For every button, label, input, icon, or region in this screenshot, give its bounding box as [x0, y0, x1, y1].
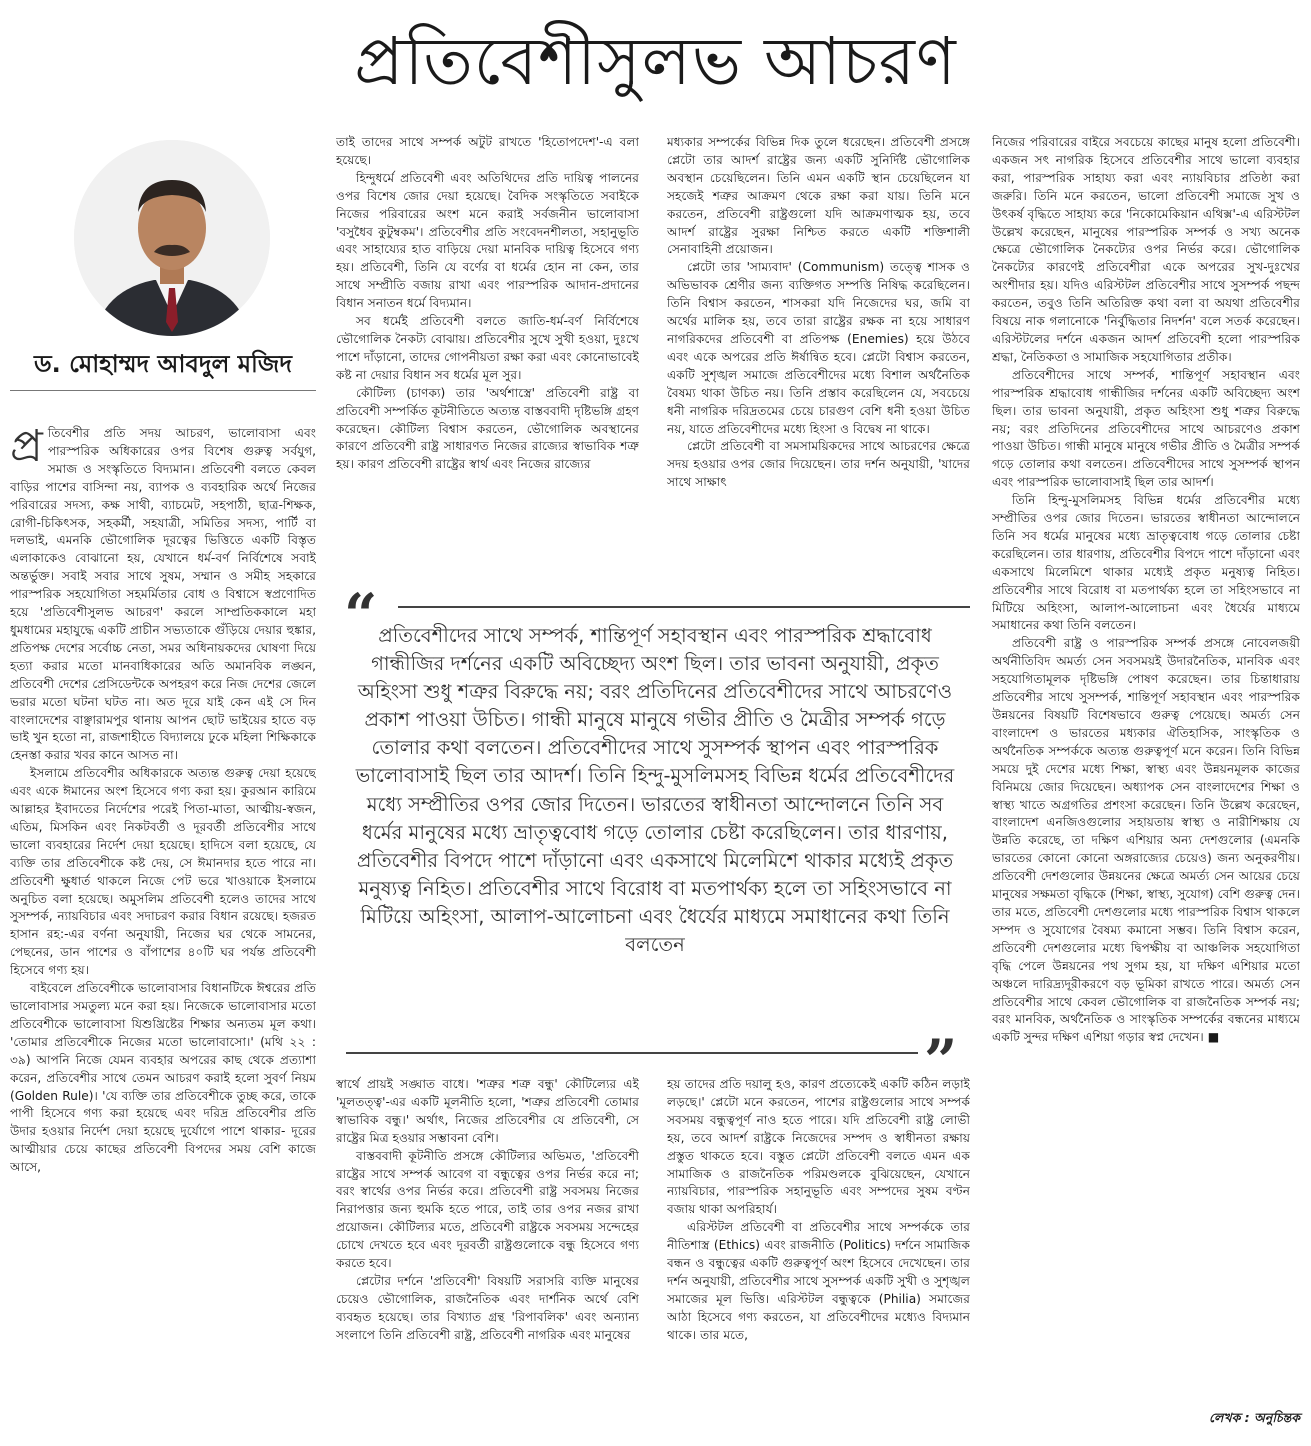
- pullquote-bottom-rule: [346, 1052, 918, 1054]
- author-photo: [74, 140, 270, 336]
- close-quote-mark: ”: [924, 1027, 958, 1095]
- paragraph: তিনি হিন্দু-মুসলিমসহ বিভিন্ন ধর্মের প্রতিবেশীর মধ্যে সম্প্রীতির ওপর জোর দিতেন। ভারতের স্বাধীনতা আন্দোলনে তিনি সব ধর্মের মানুষের মধ্যে ভ্রাতৃত্ববোধ গড়ে তোলার চেষ্টা করেছিলেন। তার ধারণায়, প্রতিবেশীর বিপদে পাশে দাঁড়ানো এবং একসাথে মিলেমিশে থাকার মধ্যেই প্রকৃত মনুষ্যত্ব নিহিত। প্রতিবেশীর সাথে বিরোধ বা মতপার্থক্য হলে তা সহিংসভাবে না মিটিয়ে অহিংসা, আলাপ-আলোচনা এবং ধৈর্যের মাধ্যমে সমাধানের কথা তিনি বলতেন।: [992, 493, 1300, 633]
- drop-cap: প্র: [10, 425, 43, 472]
- byline-divider: [10, 390, 316, 391]
- column-3-bottom: [667, 1076, 970, 1438]
- paragraph: বাস্তববাদী কূটনীতি প্রসঙ্গে কৌটিল্যর অভিমত, 'প্রতিবেশী রাষ্ট্রের সাথে সম্পর্ক আবেগ বা বন্ধুত্বের ওপর নির্ভর করে না; বরং স্বার্থের ওপর নির্ভর করে। প্রতিবেশী রাষ্ট্র সবসময় নিজের নিরাপত্তার জন্য হুমকি হতে পারে, তাই তার ওপর নজর রাখা প্রয়োজন। কৌটিল্যর মতে, প্রতিবেশী রাষ্ট্রকে সবসময় সন্দেহের চোখে দেখতে হবে এবং দূরবর্তী রাষ্ট্রগুলোকে বন্ধু হিসেবে গণ্য করতে হবে।: [336, 1148, 639, 1271]
- paragraph: হিন্দুধর্মে প্রতিবেশী এবং অতিথিদের প্রতি দায়িত্ব পালনের ওপর বিশেষ জোর দেয়া হয়েছে। বৈদিক সংস্কৃতিতে সবাইকে নিজের পরিবারের অংশ মনে করাই সর্বজনীন ভালোবাসা 'বসুধৈব কুটুম্বকম'। প্রতিবেশীর প্রতি সংবেদনশীলতা, সহানুভূতি এবং সাহায্যের হাত বাড়িয়ে দেয়া মানবিক দায়িত্ব হিসেবে গণ্য হয়। প্রতিবেশী, তিনি যে বর্ণের বা ধর্মের হোন না কেন, তার সাথে সম্প্রীতি বজায় রাখা এবং পারস্পরিক আদান-প্রদানের বিধান সনাতন ধর্মে বিদ্যমান।: [336, 170, 639, 311]
- paragraph: ইসলামে প্রতিবেশীর অধিকারকে অত্যন্ত গুরুত্ব দেয়া হয়েছে এবং একে ঈমানের অংশ হিসেবে গণ্য করা হয়। কুরআন কারিমে আল্লাহর ইবাদতের নির্দেশের পরেই পিতা-মাতা, আত্মীয়-স্বজন, এতিম, মিসকিন এবং নিকটবর্তী ও দূরবর্তী প্রতিবেশীর সাথে ভালো ব্যবহারের নির্দেশ দেয়া হয়েছে। হাদিসে বলা হয়েছে, যে ব্যক্তি তার প্রতিবেশীকে কষ্ট দেয়, সে ঈমানদার হতে পারে না। প্রতিবেশী ক্ষুধার্ত থাকলে নিজে পেট ভরে খাওয়াকে ইসলামে অনুচিত বলা হয়েছে। অমুসলিম প্রতিবেশী হলেও তাদের সাথে সুসম্পর্ক, ন্যায়বিচার এবং সদাচরণ করার বিধান রয়েছে। হজরত হাসান রহ:-এর বর্ণনা অনুযায়ী, নিজের ঘর থেকে সামনের, পেছনের, ডান পাশের ও বাঁপাশের ৪০টি ঘর পর্যন্ত প্রতিবেশী হিসেবে গণ্য হয়।: [10, 766, 316, 978]
- paragraph: প্র তিবেশীর প্রতি সদয় আচরণ, ভালোবাসা এবং পারস্পরিক অধিকারের ওপর বিশেষ গুরুত্ব সর্বযুগ, সমাজ ও সংস্কৃতিতে বিদ্যমান। প্রতিবেশী বলতে কেবল বাড়ির পাশের বাসিন্দা নয়, ব্যাপক ও ব্যবহারিক অর্থে নিজের পরিবারের সদস্য, কক্ষ সাথী, ব্যাচমেট, সহপাঠী, ছাত্র-শিক্ষক, রোগী-চিকিৎসক, সহকর্মী, সহযাত্রী, সমিতির সদস্য, পার্টি বা দলভাই, এমনকি ভৌগোলিক দূরত্বের ভিত্তিতে একটি বিস্তৃত এলাকাকেও বোঝানো হয়, যেখানে ধর্ম-বর্ণ নির্বিশেষে সবাই অন্তর্ভুক্ত। সবাই সবার সাথে সুষম, সম্মান ও সমীহ সহকারে পারস্পরিক সহযোগিতা সহমর্মিতার বোধ ও বিশ্বাসে স্বপ্রণোদিত হয়ে 'প্রতিবেশীসুলভ আচরণ' করলে সাম্প্রতিককালে মহা ধুমধামের মহাযুদ্ধে একটি প্রাচীন সভ্যতাকে গুঁড়িয়ে দেয়ার হুঙ্কার, প্রতিপক্ষ দেশের সর্বোচ্চ নেতা, সমর অধিনায়কদের ঘোষণা দিয়ে হত্যা করার মতো মানবাধিকারের অতি অমানবিক লঙ্ঘন, প্রতিবেশী দেশের প্রেসিডেন্টকে অপহরণ করে নিজ দেশের জেলে ভরার মতো ঘটনা ঘটত না। অত দূরে যাই কেন এই সে দিন বাংলাদেশের বাঞ্ছারামপুর থানায় আপন ছোট ভাইয়ের হাতে বড় ভাই খুন হতো না, রাজশাহীতে বিদ্যালয়ে ঢুকে মহিলা শিক্ষিকাকে হেনস্তা করার খবর কানে আসত না।: [10, 425, 316, 763]
- pull-quote: প্রতিবেশীদের সাথে সম্পর্ক, শান্তিপূর্ণ সহাবস্থান এবং পারস্পরিক শ্রদ্ধাবোধ গান্ধীজির দর্শনের একটি অবিচ্ছেদ্য অংশ ছিল। তার ভাবনা অনুযায়ী, প্রকৃত অহিংসা শুধু শত্রুর বিরুদ্ধে নয়; বরং প্রতিদিনের প্রতিবেশীদের সাথে আচরণেও প্রকাশ পাওয়া উচিত। গান্ধী মানুষে মানুষে গভীর প্রীতি ও মৈত্রীর সম্পর্ক গড়ে তোলার কথা বলতেন। প্রতিবেশীদের সাথে সুসম্পর্ক স্থাপন এবং পারস্পরিক ভালোবাসাই ছিল তার আদর্শ। তিনি হিন্দু-মুসলিমসহ বিভিন্ন ধর্মের প্রতিবেশীদের মধ্যে সম্প্রীতির ওপর জোর দিতেন। ভারতের স্বাধীনতা আন্দোলনে তিনি সব ধর্মের মানুষের মধ্যে ভ্রাতৃত্ববোধ গড়ে তোলার চেষ্টা করেছিলেন। তার ধারণায়, প্রতিবেশীর বিপদে পাশে দাঁড়ানো এবং একসাথে মিলেমিশে থাকার মধ্যেই প্রকৃত মনুষ্যত্ব নিহিত। প্রতিবেশীর সাথে বিরোধ বা মতপার্থক্য হলে তা সহিংসভাবে না মিটিয়ে অহিংসা, আলাপ-আলোচনা এবং ধৈর্যের মাধ্যমে সমাধানের কথা তিনি বলতেন: [355, 624, 955, 957]
- paragraph: প্লেটো প্রতিবেশী বা সমসাময়িকদের সাথে আচরণের ক্ষেত্রে সদয় হওয়ার ওপর জোর দিয়েছেন। তার দর্শন অনুযায়ী, 'যাদের সাথে সাক্ষাৎ: [667, 439, 970, 490]
- column-2-top: [336, 134, 639, 586]
- paragraph: প্রতিবেশী রাষ্ট্র ও পারস্পরিক সম্পর্ক প্রসঙ্গে নোবেলজয়ী অর্থনীতিবিদ অমর্ত্য সেন সবসময়ই উদারনৈতিক, মানবিক এবং সহযোগিতামূলক দৃষ্টিভঙ্গি পোষণ করেছেন। তার চিন্তাধারায় প্রতিবেশীর সাথে সুসম্পর্ক, শান্তিপূর্ণ সহাবস্থান এবং পারস্পরিক উন্নয়নের বিষয়টি বিশেষভাবে গুরুত্ব পেয়েছে। অমর্ত্য সেন বাংলাদেশ ও ভারতের মধ্যকার ঐতিহাসিক, সাংস্কৃতিক ও অর্থনৈতিক সম্পর্ককে অত্যন্ত গুরুত্বপূর্ণ মনে করেন। তিনি বিভিন্ন সময়ে দুই দেশের মধ্যে শিক্ষা, স্বাস্থ্য এবং উন্নয়নমূলক কাজের বিনিময়ে জোর দিয়েছেন। অধ্যাপক সেন বাংলাদেশের শিক্ষা ও স্বাস্থ্য খাতে অগ্রগতির প্রশংসা করেছেন। তিনি উল্লেখ করেছেন, বাংলাদেশ এনজিওগুলোর সহায়তায় স্বাস্থ্য ও নারীশিক্ষায় যে উন্নতি করেছে, তা দক্ষিণ এশিয়ার অন্য দেশগুলোর (এমনকি ভারতের কোনো কোনো অঙ্গরাজ্যের চেয়েও) জন্য অনুকরণীয়। প্রতিবেশী দেশগুলোর উন্নয়নের ক্ষেত্রে অমর্ত্য সেন আয়ের চেয়ে মানুষের সক্ষমতা বৃদ্ধিকে (শিক্ষা, স্বাস্থ্য, সুযোগ) বেশি গুরুত্ব দেন। তার মতে, প্রতিবেশী দেশগুলোর মধ্যে পারস্পরিক বিশ্বাস থাকলে সম্পদ ও সুযোগের বৈষম্য কমানো সম্ভব। তিনি বিশ্বাস করেন, প্রতিবেশী দেশগুলোর মধ্যে দ্বিপক্ষীয় বা আঞ্চলিক সহযোগিতা বৃদ্ধি পেলে উন্নয়নের পথ সুগম হয়, যা দক্ষিণ এশিয়ার মতো অঞ্চলে দারিদ্র্যদূরীকরণে বড় ভূমিকা রাখতে পারে। অমর্ত্য সেন প্রতিবেশীর সাথে কেবল ভৌগোলিক বা রাজনৈতিক সম্পর্ক নয়; বরং মানবিক, অর্থনৈতিক ও সাংস্কৃতিক সম্পর্কের বন্ধনের মাধ্যমে একটি সুন্দর দক্ষিণ এশিয়া গড়ার স্বপ্ন দেখেন। ■: [992, 636, 1300, 1045]
- column-4: [992, 134, 1300, 1406]
- paragraph: প্লেটো তার 'সাম্যবাদ' (Communism) তত্ত্বে শাসক ও অভিভাবক শ্রেণীর জন্য ব্যক্তিগত সম্পত্তি নিষিদ্ধ করেছিলেন। তিনি বিশ্বাস করতেন, শাসকরা যদি নিজেদের ঘর, জমি বা অর্থের মালিক হয়, তবে তারা রাষ্ট্রের রক্ষক না হয়ে সাধারণ নাগরিকদের প্রতিবেশী বা প্রতিপক্ষ (Enemies) হয়ে উঠবে এবং একে অপরের প্রতি ঈর্ষান্বিত হবে। প্লেটো বিশ্বাস করতেন, একটি সুশৃঙ্খল সমাজে প্রতিবেশীদের মধ্যে বিশাল অর্থনৈতিক বৈষম্য থাকা উচিত নয়। তিনি প্রস্তাব করেছিলেন যে, সবচেয়ে ধনী নাগরিক দরিদ্রতমের চেয়ে চারগুণ বেশি ধনী হওয়া উচিত নয়, যাতে প্রতিবেশীদের মধ্যে হিংসা ও বিদ্বেষ না থাকে।: [667, 260, 970, 436]
- paragraph: এরিস্টটল প্রতিবেশী বা প্রতিবেশীর সাথে সম্পর্ককে তার নীতিশাস্ত্র (Ethics) এবং রাজনীতি (Politics) দর্শনে সামাজিক বন্ধন ও বন্ধুত্বের একটি গুরুত্বপূর্ণ অংশ হিসেবে দেখেছেন। তার দর্শন অনুযায়ী, প্রতিবেশীর সাথে সুসম্পর্ক একটি সুখী ও সুশৃঙ্খল সমাজের মূল ভিত্তি। এরিস্টটল বন্ধুত্বকে (Philia) সমাজের আঠা হিসেবে গণ্য করতেন, যা প্রতিবেশীদের মধ্যেও বিদ্যমান থাকে। তার মতে,: [667, 1220, 970, 1342]
- author-credit: লেখক : অনুচিন্তক: [1208, 1410, 1300, 1425]
- article-title: প্রতিবেশীসুলভ আচরণ: [354, 23, 957, 100]
- paragraph: প্লেটোর দর্শনে 'প্রতিবেশী' বিষয়টি সরাসরি ব্যক্তি মানুষের চেয়েও ভৌগোলিক, রাজনৈতিক এবং দার্শনিক অর্থে বেশি ব্যবহৃত হয়েছে। তার বিখ্যাত গ্রন্থ 'রিপাবলিক' এবং অন্যান্য সংলাপে তিনি প্রতিবেশী রাষ্ট্র, প্রতিবেশী নাগরিক এবং মানুষের: [336, 1273, 639, 1342]
- paragraph: তাই তাদের সাথে সম্পর্ক অটুট রাখতে 'হিতোপদেশ'-এ বলা হয়েছে।: [336, 135, 639, 167]
- author-byline: ড. মোহাম্মদ আবদুল মজিদ: [34, 350, 292, 378]
- paragraph: প্রতিবেশীদের সাথে সম্পর্ক, শান্তিপূর্ণ সহাবস্থান এবং পারস্পরিক শ্রদ্ধাবোধ গান্ধীজির দর্শনের একটি অবিচ্ছেদ্য অংশ ছিল। তার ভাবনা অনুযায়ী, প্রকৃত অহিংসা শুধু শত্রুর বিরুদ্ধে নয়; বরং প্রতিদিনের প্রতিবেশীদের সাথে আচরণেও প্রকাশ পাওয়া উচিত। গান্ধী মানুষে মানুষে গভীর প্রীতি ও মৈত্রীর সম্পর্ক গড়ে তোলার কথা বলতেন। প্রতিবেশীদের সাথে সুসম্পর্ক স্থাপন এবং পারস্পরিক ভালোবাসাই ছিল তার আদর্শ।: [992, 367, 1300, 490]
- paragraph: কৌটিল্য (চাণক্য) তার 'অর্থশাস্ত্রে' প্রতিবেশী রাষ্ট্র বা প্রতিবেশী সম্পর্কিত কূটনীতিতে অত্যন্ত বাস্তববাদী দৃষ্টিভঙ্গি গ্রহণ করেছেন। কৌটিল্য বিশ্বাস করতেন, ভৌগোলিক অবস্থানের কারণে প্রতিবেশী রাষ্ট্র সাধারণত নিজের রাজ্যের স্বাভাবিক শত্রু হয়। কারণ প্রতিবেশী রাষ্ট্রের স্বার্থ এবং নিজের রাজ্যের: [336, 385, 639, 472]
- paragraph: বাইবেলে প্রতিবেশীকে ভালোবাসার বিধানটিকে ঈশ্বরের প্রতি ভালোবাসার সমতুল্য মনে করা হয়। নিজেকে ভালোবাসার মতো প্রতিবেশীকে ভালোবাসা যিশুখ্রিষ্টের শিক্ষার অন্যতম মূল কথা। 'তোমার প্রতিবেশীকে নিজের মতো ভালোবাসো।' (মথি ২২ : ৩৯) আপনি নিজে যেমন ব্যবহার অপরের কাছ থেকে প্রত্যাশা করেন, প্রতিবেশীর সাথে তেমন আচরণ করাই হলো সুবর্ণ নিয়ম (Golden Rule)। 'যে ব্যক্তি তার প্রতিবেশীকে তুচ্ছ করে, তাকে পাপী হিসেবে গণ্য করা হয়েছে এবং দরিদ্র প্রতিবেশীর প্রতি উদার হওয়ার নির্দেশ দেয়া হয়েছে দুর্যোগে পাশে থাকার- দূরের আত্মীয়ার চেয়ে কাছের প্রতিবেশী বিপদের সময় বেশি কাজে আসে,: [10, 981, 316, 1175]
- paragraph: সব ধর্মেই প্রতিবেশী বলতে জাতি-ধর্ম-বর্ণ নির্বিশেষে ভৌগোলিক নৈকট্য বোঝায়। প্রতিবেশীর সুখে সুখী হওয়া, দুঃখে পাশে দাঁড়ানো, তাদের গোপনীয়তা রক্ষা করা এবং কোনোভাবেই কষ্ট না দেয়ার বিধান সব ধর্মের মূল সুর।: [336, 314, 639, 382]
- paragraph: নিজের পরিবারের বাইরে সবচেয়ে কাছের মানুষ হলো প্রতিবেশী। একজন সৎ নাগরিক হিসেবে প্রতিবেশীর সাথে ভালো ব্যবহার করা, পারস্পরিক সাহায্য করা এবং ন্যায়বিচার প্রতিষ্ঠা করা জরুরি। তিনি মনে করতেন, ভালো প্রতিবেশী সমাজে সুখ ও উৎকর্ষ বৃদ্ধিতে সাহায্য করে 'নিকোমেকিয়ান এথিক্স'-এ এরিস্টটল উল্লেখ করেছেন, মানুষের পারস্পরিক সম্পর্ক ও সখ্য অনেক ক্ষেত্রে ভৌগোলিক নৈকট্যের ওপর নির্ভর করে। ভৌগোলিক নৈকট্যের কারণেই প্রতিবেশীরা একে অপরের সুখ-দুঃখের অংশীদার হয়। যদিও এরিস্টটল প্রতিবেশীর সাথে সুসম্পর্ক পছন্দ করতেন, তবুও তিনি অতিরিক্ত কথা বলা বা অযথা প্রতিবেশীর বিষয়ে নাক গলানোকে 'নির্বুদ্ধিতার নিদর্শন' বলে সতর্ক করেছেন। এরিস্টটলের দর্শনে একজন আদর্শ প্রতিবেশী হলো পারস্পরিক শ্রদ্ধা, নৈতিকতা ও সামাজিক সহযোগিতার প্রতীক।: [992, 135, 1300, 364]
- pullquote-top-rule: [398, 606, 970, 608]
- column-1: [10, 425, 316, 1440]
- paragraph: স্বার্থে প্রায়ই সঙ্ঘাত বাধে। 'শত্রুর শত্রু বন্ধু' কৌটিল্যের এই 'মূলতত্ত্ব'-এর একটি মূলনীতি হলো, 'শত্রুর প্রতিবেশী তোমার স্বাভাবিক বন্ধু।' অর্থাৎ, নিজের প্রতিবেশীর যে প্রতিবেশী, সে রাষ্ট্রের মিত্র হওয়ার সম্ভাবনা বেশি।: [336, 1077, 639, 1145]
- paragraph: মধ্যকার সম্পর্কের বিভিন্ন দিক তুলে ধরেছেন। প্রতিবেশী প্রসঙ্গে প্লেটো তার আদর্শ রাষ্ট্রের জন্য একটি সুনির্দিষ্ট ভৌগোলিক অবস্থান চেয়েছিলেন। তিনি এমন একটি স্থান চেয়েছিলেন যা সহজেই শত্রুর আক্রমণ থেকে রক্ষা করা যায়। তিনি মনে করতেন, প্রতিবেশী রাষ্ট্রগুলো যদি আক্রমণাত্মক হয়, তবে আদর্শ রাষ্ট্রের সুরক্ষা নিশ্চিত করতে একটি শক্তিশালী সেনাবাহিনী প্রয়োজন।: [667, 135, 970, 257]
- column-2-bottom: [336, 1076, 639, 1438]
- author-portrait-illustration: [74, 140, 270, 336]
- paragraph: হয় তাদের প্রতি দয়ালু হও, কারণ প্রত্যেকেই একটি কঠিন লড়াই লড়ছে।' প্লেটো মনে করতেন, পাশের রাষ্ট্রগুলোর সাথে সম্পর্ক সবসময় বন্ধুত্বপূর্ণ নাও হতে পারে। যদি প্রতিবেশী রাষ্ট্র লোভী হয়, তবে আদর্শ রাষ্ট্রকে নিজেদের সম্পদ ও স্বাধীনতা রক্ষায় প্রস্তুত থাকতে হবে। বস্তুত প্লেটো প্রতিবেশী বলতে এমন এক সামাজিক ও রাজনৈতিক পরিমণ্ডলকে বুঝিয়েছেন, যেখানে ন্যায়বিচার, পারস্পরিক সহানুভূতি এবং সম্পদের সুষম বণ্টন বজায় থাকা অপরিহার্য।: [667, 1077, 970, 1217]
- open-quote-mark: “: [344, 581, 378, 649]
- column-3-top: [667, 134, 970, 586]
